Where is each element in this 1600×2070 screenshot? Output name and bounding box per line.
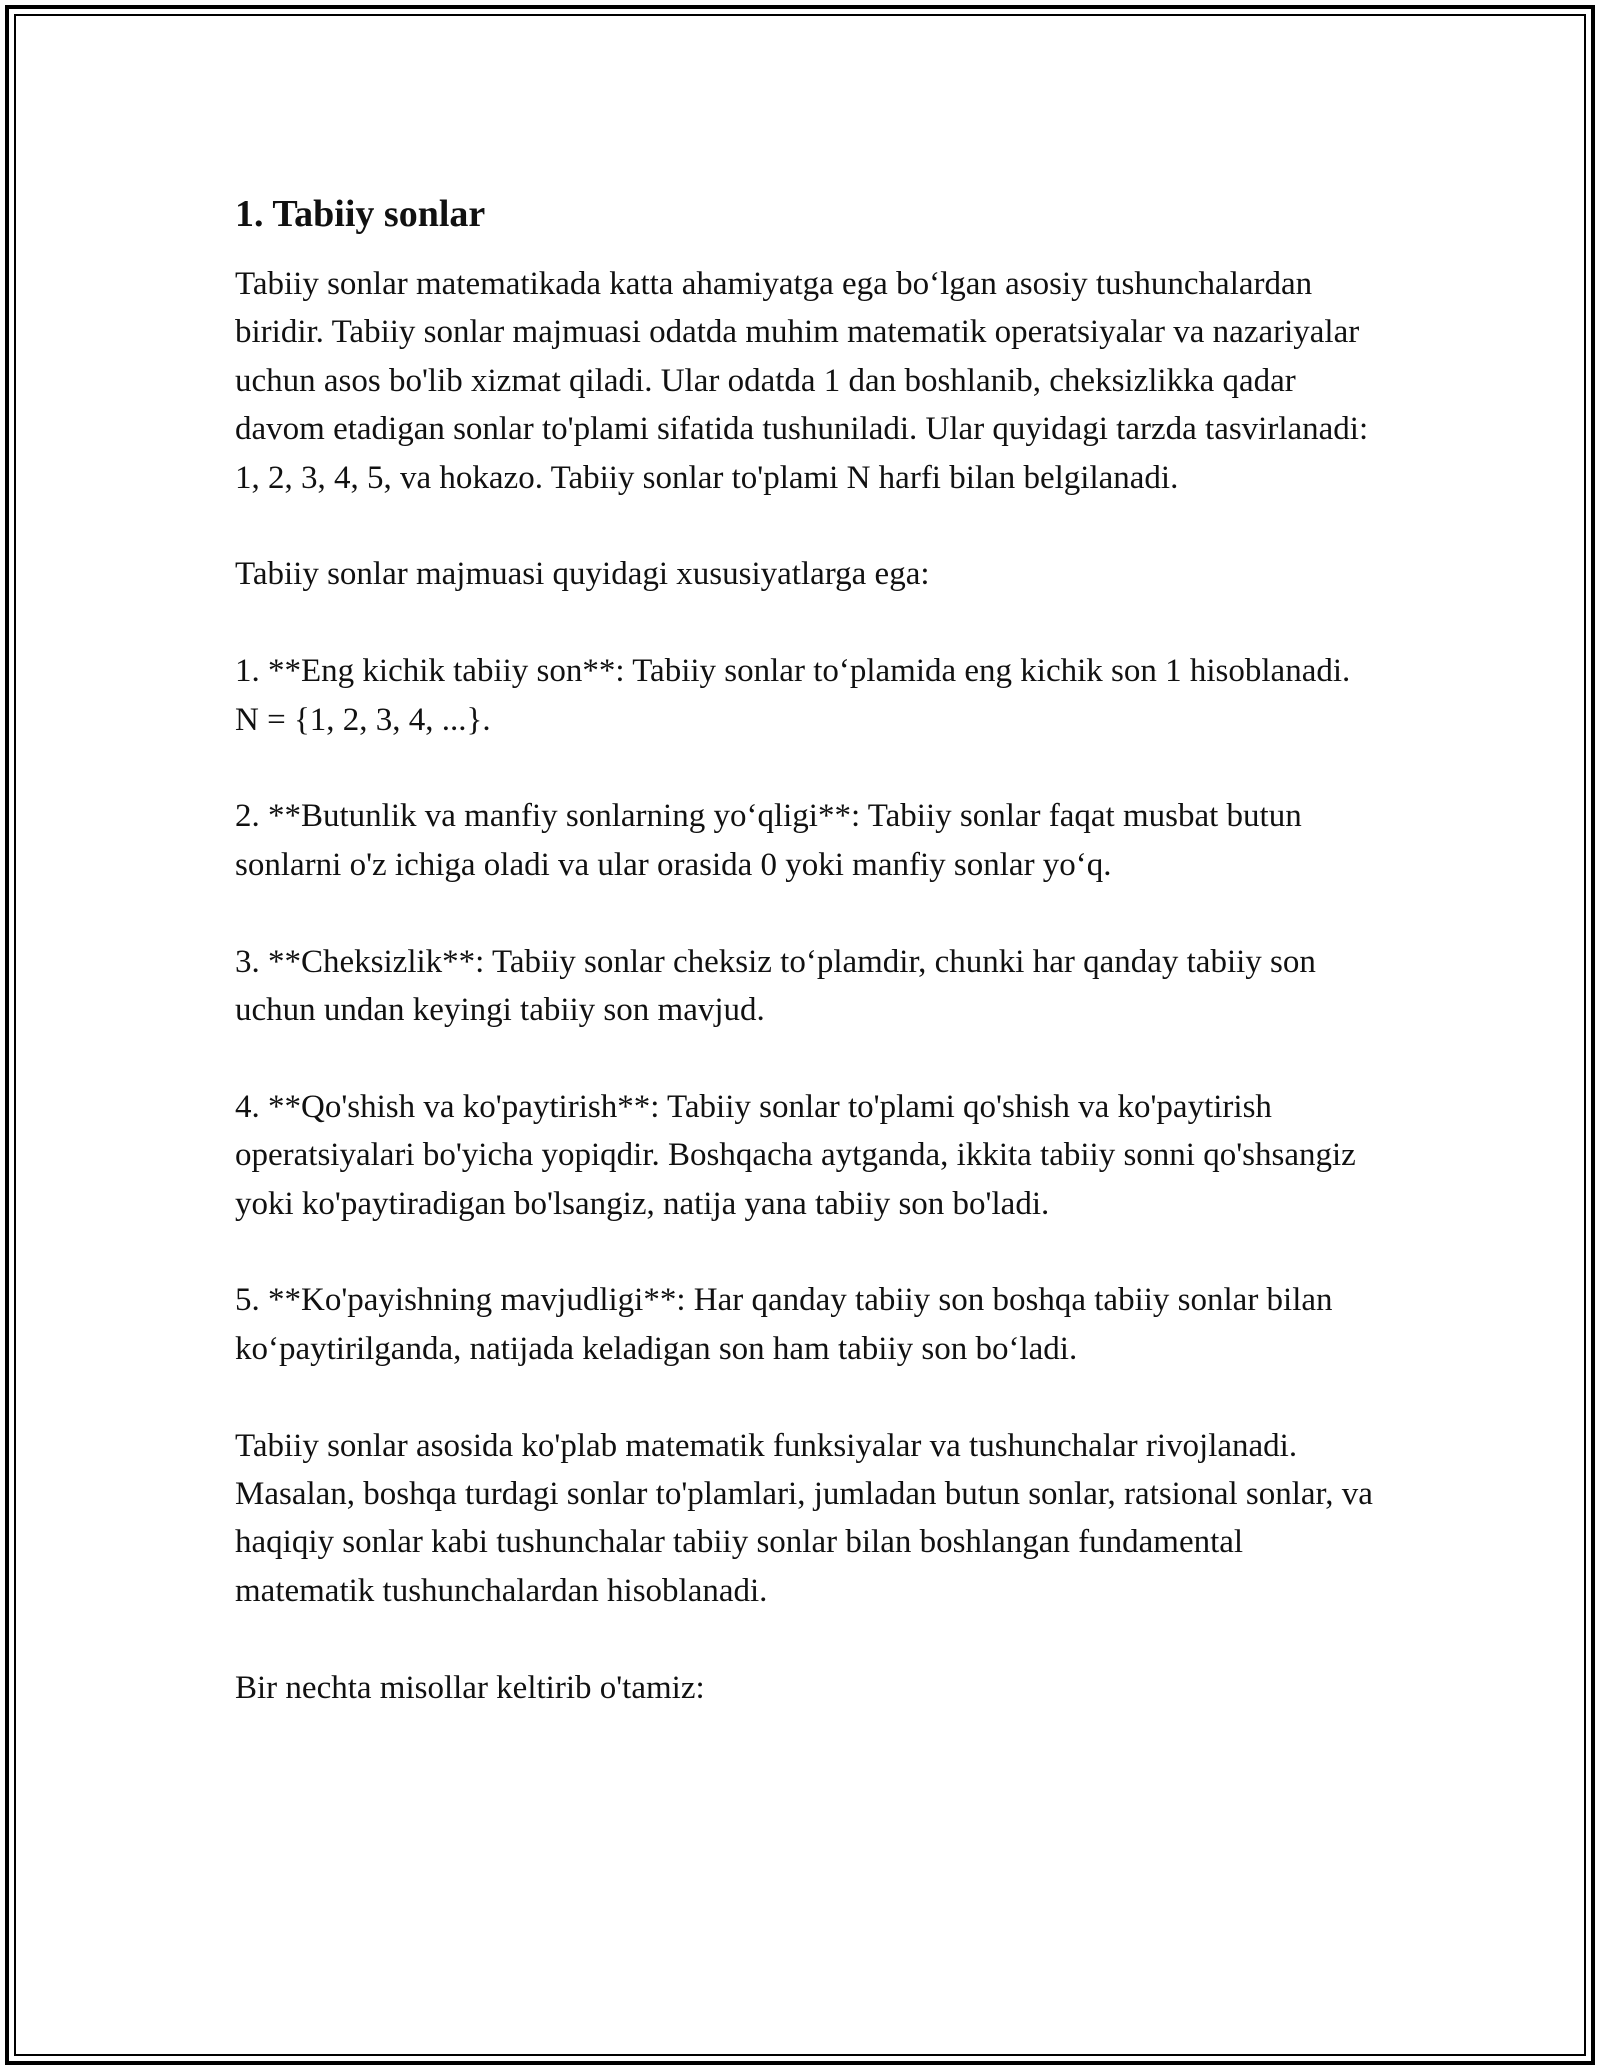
examples-intro: Bir nechta misollar keltirib o'tamiz: <box>235 1669 705 1706</box>
property-item-3: 3. **Cheksizlik**: Tabiiy sonlar cheksiz toʻplamdir, chunki har qanday tabiiy son uchun undan keyingi tabiiy son mavjud. <box>235 943 1316 1029</box>
section-heading: 1. Tabiiy sonlar <box>235 193 486 235</box>
property-item-4: 4. **Qo'shish va ko'paytirish**: Tabiiy sonlar to'plami qo'shish va ko'paytirish operatsiyalari bo'yicha yopiqdir. Boshqacha aytganda, ikkita tabiiy sonni qo'shsangiz yoki ko'paytiradigan bo'lsangiz, natija yana tabiiy son bo'ladi. <box>235 1088 1356 1222</box>
property-item-2: 2. **Butunlik va manfiy sonlarning yoʻqligi**: Tabiiy sonlar faqat musbat butun sonlarni o'z ichiga oladi va ular orasida 0 yoki manfiy sonlar yoʻq. <box>235 798 1302 883</box>
properties-intro: Tabiiy sonlar majmuasi quyidagi xususiyatlarga ega: <box>235 556 930 593</box>
intro-paragraph: Tabiiy sonlar matematikada katta ahamiyatga ega boʻlgan asosiy tushunchalardan biridir. Tabiiy sonlar majmuasi odatda muhim matematik operatsiyalar va nazariyalar uchun asos bo'lib xizmat qiladi. Ular odatda 1 dan boshlanib, cheksizlikka qadar davom etadigan sonlar to'plami sifatida tushuniladi. Ular quyidagi tarzda tasvirlanadi: 1, 2, 3, 4, 5, va hokazo. Tabiiy sonlar to'plami N harfi bilan belgilanadi. <box>235 266 1369 496</box>
property-item-1: 1. **Eng kichik tabiiy son**: Tabiiy sonlar toʻplamida eng kichik son 1 hisoblanadi. N = {1, 2, 3, 4, ...}. <box>235 653 1351 738</box>
property-item-5: 5. **Ko'payishning mavjudligi**: Har qanday tabiiy son boshqa tabiiy sonlar bilan koʻpaytirilganda, natijada keladigan son ham tabiiy son boʻladi. <box>235 1282 1333 1367</box>
summary-paragraph: Tabiiy sonlar asosida ko'plab matematik funksiyalar va tushunchalar rivojlanadi. Masalan, boshqa turdagi sonlar to'plamlari, jumladan butun sonlar, ratsional sonlar, va haqiqiy sonlar kabi tushunchalar tabiiy sonlar bilan boshlangan fundamental matematik tushunchalardan hisoblanadi. <box>235 1427 1373 1609</box>
document-body <box>235 186 1375 1760</box>
